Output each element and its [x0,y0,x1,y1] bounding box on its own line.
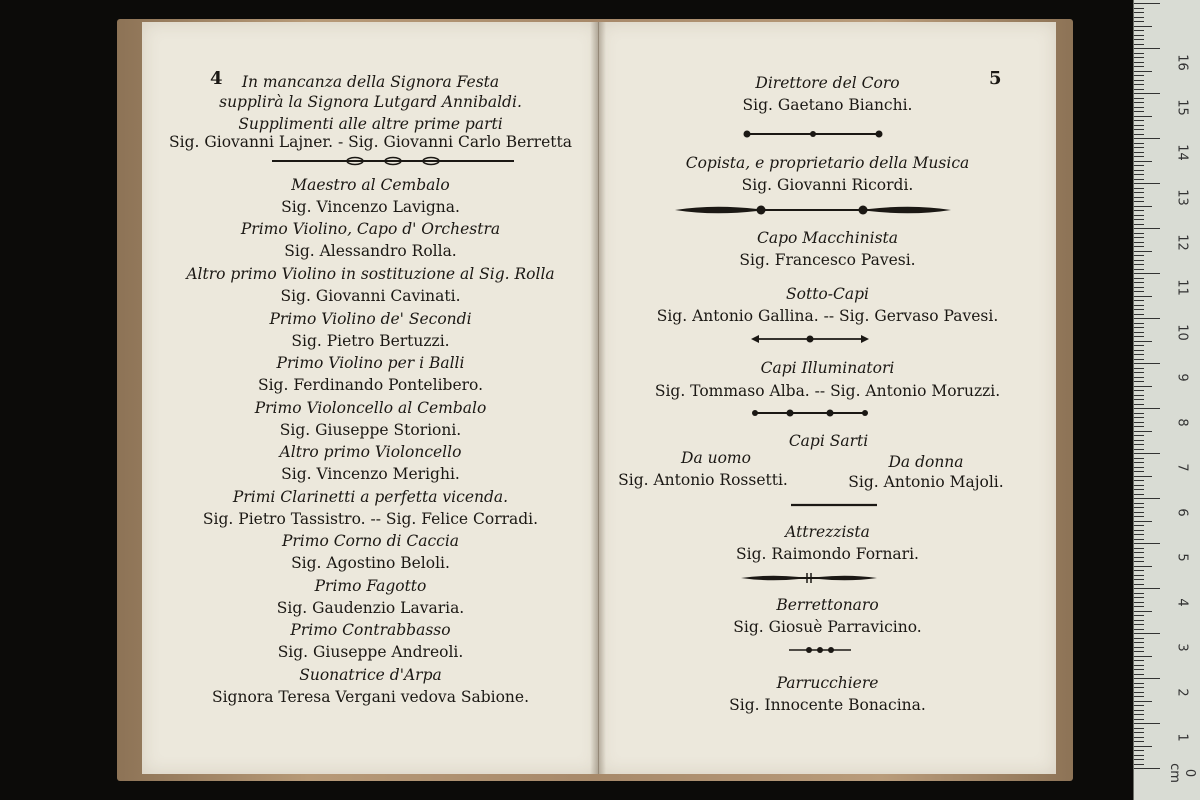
ruler-tick [1134,350,1144,351]
ruler-tick [1134,336,1144,337]
ruler-label: 8 [1174,418,1190,427]
ruler-tick [1134,534,1144,535]
ruler-label: 5 [1174,553,1190,562]
ruler-tick [1134,503,1144,504]
text-line: Suonatrice d'Arpa [299,666,442,684]
ruler-tick [1134,192,1144,193]
page-number: 5 [989,68,1002,89]
ruler-tick [1134,624,1144,625]
ornament-divider [787,645,853,655]
ruler-tick [1134,597,1144,598]
text-line: Sig. Antonio Gallina. -- Sig. Gervaso Pavesi. [656,307,999,325]
ruler-tick [1134,651,1144,652]
ruler-tick [1134,66,1144,67]
ruler-tick [1134,107,1144,108]
ruler-tick [1134,750,1144,751]
ruler-tick [1134,593,1144,594]
text-line: Sig. Giovanni Cavinati. [280,287,461,305]
text-line: Primo Violino per i Balli [276,354,465,372]
ruler-tick [1134,764,1144,765]
text-line: Copista, e proprietario della Musica [685,154,970,172]
text-line: Supplimenti alle altre prime parti [238,115,503,133]
ruler-tick [1134,224,1144,225]
ruler-tick [1134,458,1144,459]
ruler-tick [1134,156,1144,157]
ruler-tick [1134,584,1144,585]
ruler-tick [1134,125,1144,126]
ruler-tick [1134,660,1144,661]
ruler-tick [1134,98,1144,99]
ruler-tick [1134,269,1144,270]
ruler-label: 2 [1174,688,1190,697]
ruler-tick [1134,440,1144,441]
text-line: Attrezzista [785,523,870,541]
ruler-tick [1134,359,1144,360]
ruler-tick [1134,444,1144,445]
text-line: Sig. Vincenzo Lavigna. [281,198,460,216]
text-line: Sig. Pietro Tassistro. -- Sig. Felice Corradi. [202,510,539,528]
ruler-tick [1134,417,1144,418]
ruler-tick [1134,305,1144,306]
ruler-tick [1134,273,1160,274]
ruler-tick [1134,453,1160,454]
ruler-tick [1134,246,1144,247]
text-line: Sig. Giosuè Parravicino. [733,618,922,636]
ruler-tick [1134,512,1144,513]
text-line: Sig. Giuseppe Storioni. [279,421,462,439]
ruler-tick [1134,579,1144,580]
ruler-tick [1134,705,1144,706]
ruler-tick [1134,638,1144,639]
ruler-tick [1134,345,1144,346]
ruler-tick [1134,741,1144,742]
ruler-tick [1134,161,1152,162]
ruler-tick [1134,728,1144,729]
ruler-tick [1134,228,1160,229]
ruler-tick [1134,489,1144,490]
ruler-tick [1134,183,1160,184]
text-line: Capi Sarti [788,432,869,450]
ruler-tick [1134,291,1144,292]
ruler-tick [1134,30,1144,31]
ruler-tick [1134,53,1144,54]
ruler-tick [1134,201,1144,202]
ruler-label: 10 [1174,324,1190,341]
ruler-tick [1134,116,1152,117]
text-line: Altro primo Violoncello [279,443,462,461]
ornament-divider [673,203,953,217]
ruler-label: 4 [1174,598,1190,607]
text-line: Direttore del Coro [755,74,900,92]
ruler-tick [1134,242,1144,243]
ruler-tick [1134,314,1144,315]
ruler-tick [1134,134,1144,135]
ruler-tick [1134,543,1160,544]
ruler-tick [1134,237,1144,238]
text-line: Sig. Agostino Beloli. [291,554,450,572]
ruler-tick [1134,557,1144,558]
ornament-divider [789,500,879,510]
ruler-tick [1134,588,1160,589]
text-line: Sig. Raimondo Fornari. [736,545,919,563]
ruler-tick [1134,449,1144,450]
text-line: Sig. Ferdinando Pontelibero. [257,376,484,394]
ruler-tick [1134,381,1144,382]
ruler-tick [1134,57,1144,58]
ruler-tick [1134,426,1144,427]
ruler-tick [1134,435,1144,436]
ruler-tick [1134,692,1144,693]
ruler-tick [1134,318,1160,319]
ruler-tick [1134,282,1144,283]
text-line: Sig. Alessandro Rolla. [284,242,457,260]
ruler-tick [1134,737,1144,738]
ruler-tick [1134,170,1144,171]
text-line: Berrettonaro [776,596,879,614]
ruler-tick [1134,395,1144,396]
ruler-tick [1134,606,1144,607]
ruler-tick [1134,683,1144,684]
ruler-tick [1134,674,1144,675]
text-line: Primo Fagotto [314,577,427,595]
ruler-tick [1134,548,1144,549]
ruler-tick [1134,647,1144,648]
ruler-label: 13 [1174,189,1190,206]
ruler-tick [1134,309,1144,310]
ruler-tick [1134,39,1144,40]
ruler-tick [1134,723,1160,724]
ruler-label: 16 [1174,54,1190,71]
ruler-tick [1134,3,1160,4]
ruler-tick [1134,390,1144,391]
ruler-tick [1134,188,1144,189]
ruler-tick [1134,755,1144,756]
ornament-divider [739,573,879,583]
ruler-tick [1134,575,1144,576]
text-line: Primo Contrabbasso [290,621,451,639]
text-line: Sig. Innocente Bonacina. [729,696,926,714]
ruler-label: 7 [1174,463,1190,472]
ruler-tick [1134,669,1144,670]
ruler-label: 11 [1174,279,1190,296]
ruler-label: 14 [1174,144,1190,161]
right-page [598,22,1056,774]
ruler-tick [1134,471,1144,472]
ruler-tick [1134,386,1152,387]
ruler-tick [1134,566,1152,567]
ruler-tick [1134,26,1152,27]
text-line: Sig. Gaudenzio Lavaria. [276,599,465,617]
ruler-tick [1134,260,1144,261]
ruler-tick [1134,48,1160,49]
text-line: Altro primo Violino in sostituzione al Sig. Rolla [186,265,555,283]
ruler-tick [1134,138,1160,139]
ruler-tick [1134,354,1144,355]
ruler-tick [1134,233,1144,234]
text-line: Maestro al Cembalo [291,176,450,194]
text-line: Primi Clarinetti a perfetta vicenda. [232,488,509,506]
ruler-tick [1134,615,1144,616]
book-gutter [590,22,606,774]
ruler-tick [1134,746,1152,747]
text-line: Sotto-Capi [786,285,869,303]
ruler-label: 12 [1174,234,1190,251]
ornament-divider [749,408,871,418]
ruler-tick [1134,206,1152,207]
ruler-tick [1134,494,1144,495]
ruler-tick [1134,431,1152,432]
ruler-tick [1134,732,1144,733]
ruler-tick [1134,143,1144,144]
ornament-divider [741,129,885,139]
text-line: Da uomo [681,449,751,467]
ruler-tick [1134,327,1144,328]
ruler-tick [1134,665,1144,666]
ruler-tick [1134,620,1144,621]
ruler-tick [1134,341,1152,342]
measuring-ruler [1133,0,1200,800]
ruler-tick [1134,768,1160,769]
ruler-tick [1134,516,1144,517]
ruler-tick [1134,696,1144,697]
ruler-tick [1134,368,1144,369]
ruler-tick [1134,714,1144,715]
ruler-tick [1134,219,1144,220]
ruler-tick [1134,84,1144,85]
text-line: Capi Illuminatori [760,359,895,377]
ruler-tick [1134,300,1144,301]
ruler-tick [1134,35,1144,36]
text-line: Sig. Giovanni Lajner. - Sig. Giovanni Carlo Berretta [169,133,572,151]
text-line: Sig. Pietro Bertuzzi. [291,332,450,350]
text-line: Sig. Francesco Pavesi. [739,251,916,269]
ruler-tick [1134,602,1144,603]
ornament-divider [270,155,516,167]
text-line: Primo Violino de' Secondi [269,310,472,328]
text-line: Primo Corno di Caccia [281,532,460,550]
ruler-tick [1134,71,1152,72]
ruler-tick [1134,521,1152,522]
ruler-tick [1134,413,1144,414]
ruler-tick [1134,17,1144,18]
ruler-tick [1134,197,1144,198]
text-line: Sig. Giuseppe Andreoli. [277,643,464,661]
text-line: Primo Violoncello al Cembalo [254,399,487,417]
ruler-tick [1134,255,1144,256]
ruler-label: 1 [1174,733,1190,742]
ruler-tick [1134,485,1144,486]
ruler-tick [1134,120,1144,121]
ruler-tick [1134,363,1160,364]
ruler-tick [1134,422,1144,423]
ruler-tick [1134,89,1144,90]
ruler-tick [1134,476,1152,477]
ruler-label: 0 cm [1167,763,1197,783]
ruler-tick [1134,323,1144,324]
text-line: Sig. Antonio Rossetti. [618,471,788,489]
ruler-tick [1134,462,1144,463]
ruler-tick [1134,215,1144,216]
ruler-tick [1134,629,1144,630]
ruler-tick [1134,570,1144,571]
ruler-tick [1134,678,1160,679]
ruler-tick [1134,701,1152,702]
ruler-label: 9 [1174,373,1190,382]
page-number: 4 [210,68,223,89]
text-line: supplirà la Signora Lutgard Annibaldi. [219,93,522,111]
ruler-tick [1134,264,1144,265]
ruler-label: 3 [1174,643,1190,652]
text-line: Signora Teresa Vergani vedova Sabione. [211,688,530,706]
ruler-tick [1134,561,1144,562]
ruler-tick [1134,179,1144,180]
text-line: Sig. Antonio Majoli. [848,473,1004,491]
ruler-tick [1134,377,1144,378]
ruler-tick [1134,75,1144,76]
ruler-tick [1134,404,1144,405]
ruler-tick [1134,332,1144,333]
text-line: Sig. Gaetano Bianchi. [742,96,913,114]
ornament-divider [749,334,871,344]
ruler-tick [1134,287,1144,288]
ruler-tick [1134,687,1144,688]
ruler-tick [1134,278,1144,279]
ruler-tick [1134,80,1144,81]
ruler-tick [1134,147,1144,148]
ruler-tick [1134,174,1144,175]
ruler-tick [1134,111,1144,112]
ruler-tick [1134,507,1144,508]
text-line: Sig. Vincenzo Merighi. [281,465,460,483]
text-line: In mancanza della Signora Festa [241,73,500,91]
ruler-tick [1134,129,1144,130]
ruler-tick [1134,539,1144,540]
ruler-label: 15 [1174,99,1190,116]
ruler-tick [1134,399,1144,400]
ruler-tick [1134,611,1152,612]
ruler-tick [1134,165,1144,166]
text-line: Da donna [888,453,964,471]
ruler-tick [1134,372,1144,373]
ruler-tick [1134,44,1144,45]
ruler-tick [1134,498,1160,499]
ruler-tick [1134,12,1144,13]
ruler-tick [1134,480,1144,481]
ruler-tick [1134,93,1160,94]
text-line: Parrucchiere [776,674,879,692]
ruler-tick [1134,62,1144,63]
ruler-tick [1134,710,1144,711]
ruler-tick [1134,251,1152,252]
text-line: Sig. Giovanni Ricordi. [741,176,914,194]
ruler-tick [1134,8,1144,9]
ruler-label: 6 [1174,508,1190,517]
ruler-tick [1134,525,1144,526]
left-page [142,22,600,774]
text-line: Sig. Tommaso Alba. -- Sig. Antonio Moruzzi. [654,382,1001,400]
ruler-tick [1134,152,1144,153]
text-line: Primo Violino, Capo d' Orchestra [240,220,501,238]
ruler-tick [1134,102,1144,103]
ruler-tick [1134,552,1144,553]
ruler-tick [1134,530,1144,531]
ruler-tick [1134,633,1160,634]
ruler-tick [1134,656,1152,657]
ruler-tick [1134,719,1144,720]
ruler-tick [1134,210,1144,211]
ruler-tick [1134,296,1152,297]
ruler-tick [1134,467,1144,468]
ruler-tick [1134,408,1160,409]
text-line: Capo Macchinista [756,229,899,247]
ruler-tick [1134,642,1144,643]
ruler-tick [1134,21,1144,22]
ruler-tick [1134,759,1144,760]
